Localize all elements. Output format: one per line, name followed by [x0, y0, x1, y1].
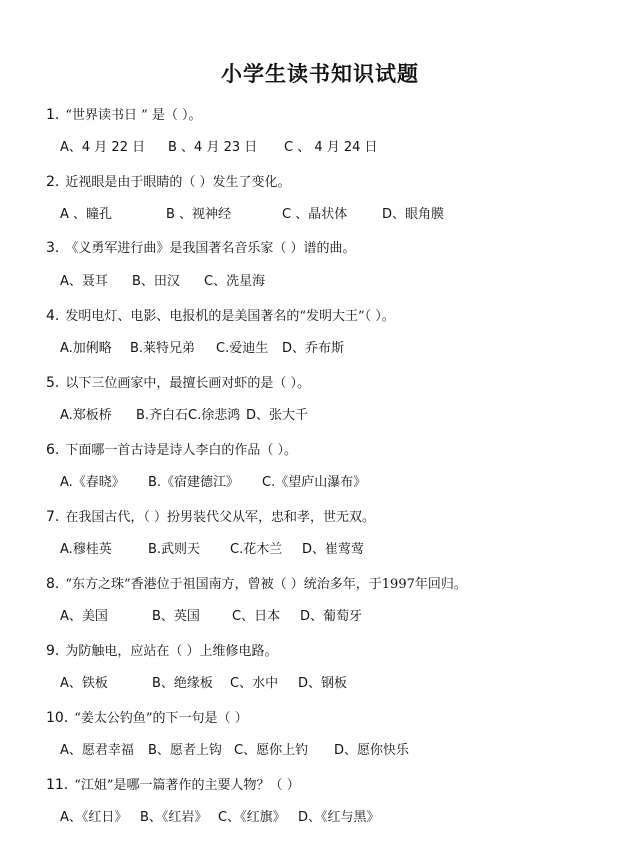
option-c[interactable]: C.徐悲鸿	[188, 408, 241, 423]
option-d[interactable]: D、崔莺莺	[302, 542, 365, 557]
question-number: 8.	[46, 576, 60, 592]
option-b[interactable]: B.齐白石	[136, 408, 189, 423]
option-a[interactable]: A、愿君幸福	[60, 743, 134, 758]
option-a[interactable]: A.郑板桥	[60, 408, 112, 423]
question-text: 以下三位画家中，最擅长画对虾的是（ ）。	[65, 376, 310, 391]
question-text: “江姐”是哪一篇著作的主要人物？（ ）	[74, 778, 300, 793]
options-11	[60, 806, 620, 826]
question-2	[46, 171, 606, 190]
options-7	[60, 538, 620, 558]
option-b[interactable]: B、英国	[152, 609, 200, 624]
question-8	[46, 573, 606, 592]
option-c[interactable]: C 、 4 月 24 日	[284, 140, 378, 155]
question-4	[46, 305, 606, 324]
option-c[interactable]: C、冼星海	[204, 274, 266, 289]
option-a[interactable]: A.《春晓》	[60, 475, 125, 490]
question-9	[46, 640, 606, 659]
question-number: 10.	[46, 710, 69, 726]
option-a[interactable]: A、4 月 22 日	[60, 140, 146, 155]
question-7	[46, 506, 606, 525]
question-10	[46, 707, 606, 726]
options-6	[60, 471, 620, 491]
option-a[interactable]: A 、瞳孔	[60, 207, 113, 222]
options-4	[60, 337, 620, 357]
option-d[interactable]: D、钢板	[298, 676, 348, 691]
question-11	[46, 774, 606, 793]
options-9	[60, 672, 620, 692]
question-text: “姜太公钓鱼”的下一句是（ ）	[74, 711, 248, 726]
question-6	[46, 439, 606, 458]
options-1	[60, 136, 620, 156]
option-d[interactable]: D、《红与黑》	[298, 810, 380, 825]
option-b[interactable]: B 、视神经	[166, 207, 232, 222]
option-d[interactable]: D、张大千	[246, 408, 309, 423]
question-number: 6.	[46, 442, 60, 458]
option-b[interactable]: B、愿者上钩	[148, 743, 222, 758]
option-d[interactable]: D、乔布斯	[282, 341, 345, 356]
question-text: 为防触电，应站在（ ）上维修电路。	[65, 644, 278, 659]
options-2	[60, 203, 620, 223]
options-8	[60, 605, 620, 625]
options-5	[60, 404, 620, 424]
question-number: 7.	[46, 509, 60, 525]
question-text: “世界读书日 ” 是（ ）。	[65, 108, 202, 123]
option-a[interactable]: A、铁板	[60, 676, 108, 691]
option-c[interactable]: C 、晶状体	[282, 207, 348, 222]
question-number: 4.	[46, 308, 60, 324]
question-number: 11.	[46, 777, 69, 793]
page-title: 小学生读书知识试题	[221, 62, 419, 86]
question-number: 5.	[46, 375, 60, 391]
option-a[interactable]: A、美国	[60, 609, 108, 624]
option-a[interactable]: A.穆桂英	[60, 542, 112, 557]
option-b[interactable]: B.武则天	[148, 542, 201, 557]
option-c[interactable]: C.爱迪生	[216, 341, 269, 356]
option-a[interactable]: A、聂耳	[60, 274, 108, 289]
question-3	[46, 237, 606, 256]
option-c[interactable]: C、《红旗》	[218, 810, 286, 825]
question-1	[46, 104, 606, 123]
options-10	[60, 739, 620, 759]
option-c[interactable]: C.花木兰	[230, 542, 283, 557]
option-b[interactable]: B.莱特兄弟	[130, 341, 196, 356]
option-c[interactable]: C、日本	[232, 609, 281, 624]
question-text: 下面哪一首古诗是诗人李白的作品（ ）。	[65, 443, 297, 458]
option-a[interactable]: A、《红日》	[60, 810, 128, 825]
option-c[interactable]: C.《望庐山瀑布》	[262, 475, 367, 490]
option-b[interactable]: B 、4 月 23 日	[168, 140, 258, 155]
option-c[interactable]: C、水中	[230, 676, 279, 691]
option-d[interactable]: D、眼角膜	[382, 207, 445, 222]
option-a[interactable]: A.加俐略	[60, 341, 112, 356]
option-b[interactable]: B、《红岩》	[140, 810, 208, 825]
question-number: 3.	[46, 240, 60, 256]
options-3	[60, 270, 620, 290]
option-b[interactable]: B、田汉	[132, 274, 180, 289]
option-b[interactable]: B.《宿建德江》	[148, 475, 240, 490]
option-d[interactable]: D、愿你快乐	[334, 743, 410, 758]
question-text: 发明电灯、电影、电报机的是美国著名的“发明大王”（ ）。	[65, 309, 395, 324]
question-5	[46, 372, 606, 391]
question-number: 1.	[46, 107, 60, 123]
question-text: 《义勇军进行曲》是我国著名音乐家（ ）谱的曲。	[65, 241, 356, 256]
option-d[interactable]: D、葡萄牙	[300, 609, 363, 624]
question-text: 在我国古代，（ ）扮男装代父从军，忠和孝，世无双。	[65, 510, 375, 525]
question-number: 2.	[46, 174, 60, 190]
question-number: 9.	[46, 643, 60, 659]
question-text: “东方之珠”香港位于祖国南方，曾被（ ）统治多年，于1997年回归。	[65, 577, 467, 592]
question-text: 近视眼是由于眼睛的（ ）发生了变化。	[65, 175, 291, 190]
option-c[interactable]: C、愿你上钓	[234, 743, 309, 758]
option-b[interactable]: B、绝缘板	[152, 676, 213, 691]
